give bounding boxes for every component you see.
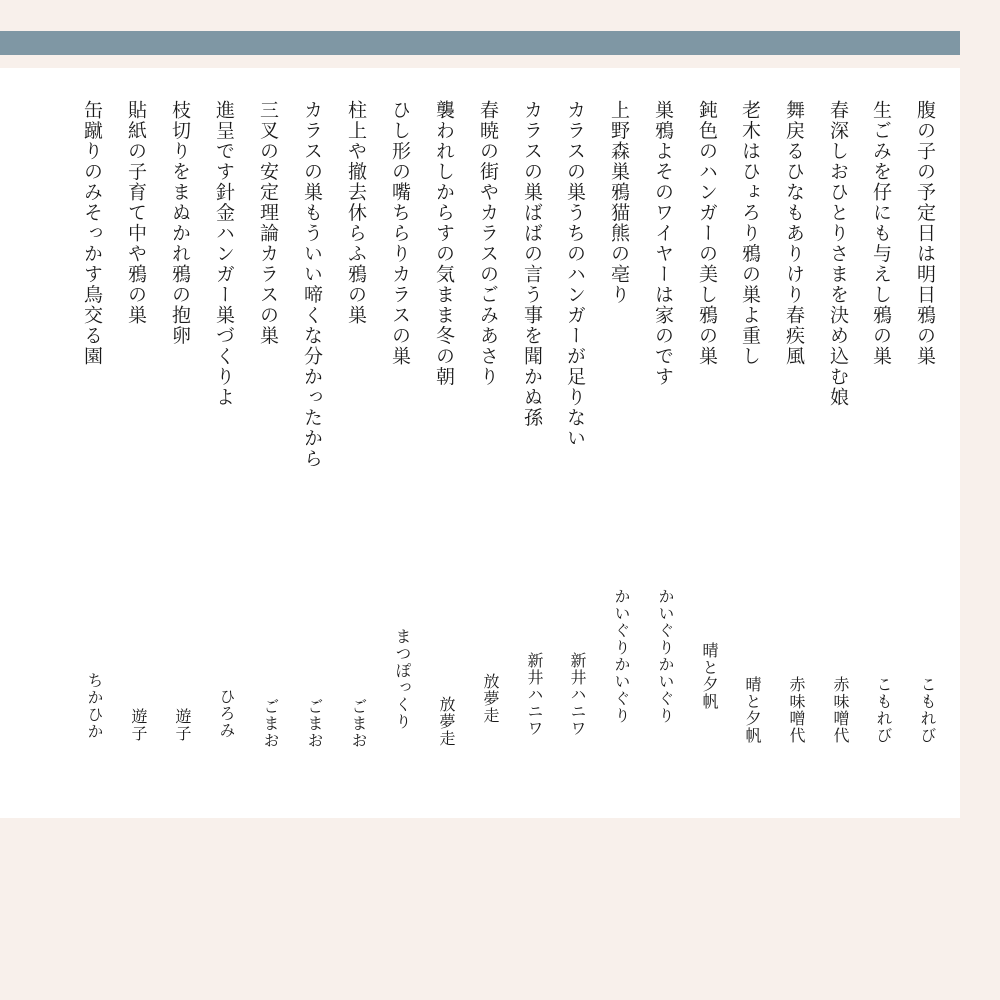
poem-17: 進呈です針金ハンガー巣づくりよ xyxy=(213,100,235,408)
poem-4: 舞戻るひなもありけり春疾風 xyxy=(783,100,805,367)
poem-20: 缶蹴りのみそっかす鳥交る園 xyxy=(81,100,103,367)
author-16: ごまお xyxy=(261,698,280,749)
poem-14: 柱上や撤去休らふ鴉の巣 xyxy=(345,100,367,326)
author-1: こもれび xyxy=(918,676,937,744)
author-2: こもれび xyxy=(874,676,893,744)
poem-18: 枝切りをまぬかれ鴉の抱卵 xyxy=(169,100,191,346)
poem-2: 生ごみを仔にも与えし鴉の巣 xyxy=(870,100,892,367)
poem-13: ひし形の嘴ちらりカラスの巣 xyxy=(389,100,411,367)
poem-15: カラスの巣もういい啼くな分かったから xyxy=(301,100,323,469)
poem-5: 老木はひょろり鴉の巣よ重し xyxy=(739,100,761,367)
author-9: 新井ハニワ xyxy=(568,652,587,737)
author-11: 放夢走 xyxy=(481,673,500,724)
poem-7: 巣鴉よそのワイヤーは家のです xyxy=(652,100,674,387)
poem-8: 上野森巣鴉猫熊の亳り xyxy=(608,100,630,305)
author-12: 放夢走 xyxy=(437,696,456,747)
author-20: ちかひか xyxy=(85,672,104,740)
author-19: 遊子 xyxy=(129,708,148,742)
poem-12: 襲われしからすの気まま冬の朝 xyxy=(433,100,455,387)
poem-1: 腹の子の予定日は明日鴉の巣 xyxy=(914,100,936,367)
author-13: まつぽっくり xyxy=(393,628,412,730)
author-17: ひろみ xyxy=(217,688,236,739)
author-4: 赤味噌代 xyxy=(787,676,806,744)
author-18: 遊子 xyxy=(173,708,192,742)
author-14: ごまお xyxy=(349,698,368,749)
author-15: ごまお xyxy=(305,698,324,749)
poem-6: 鈍色のハンガーの美し鴉の巣 xyxy=(696,100,718,367)
poem-19: 貼紙の子育て中や鴉の巣 xyxy=(125,100,147,326)
author-5: 晴と夕帆 xyxy=(743,676,762,744)
poem-16: 三叉の安定理論カラスの巣 xyxy=(257,100,279,346)
poem-9: カラスの巣うちのハンガーが足りない xyxy=(564,100,586,449)
author-8: かいぐりかいぐり xyxy=(612,588,631,724)
poem-3: 春深しおひとりさまを決め込む娘 xyxy=(827,100,849,408)
author-6: 晴と夕帆 xyxy=(700,642,719,710)
header-bar xyxy=(0,31,960,55)
author-10: 新井ハニワ xyxy=(525,652,544,737)
poem-11: 春暁の街やカラスのごみあさり xyxy=(477,100,499,387)
author-3: 赤味噌代 xyxy=(831,676,850,744)
haiku-sheet xyxy=(0,68,960,818)
poem-10: カラスの巣ばばの言う事を聞かぬ孫 xyxy=(521,100,543,428)
author-7: かいぐりかいぐり xyxy=(656,588,675,724)
